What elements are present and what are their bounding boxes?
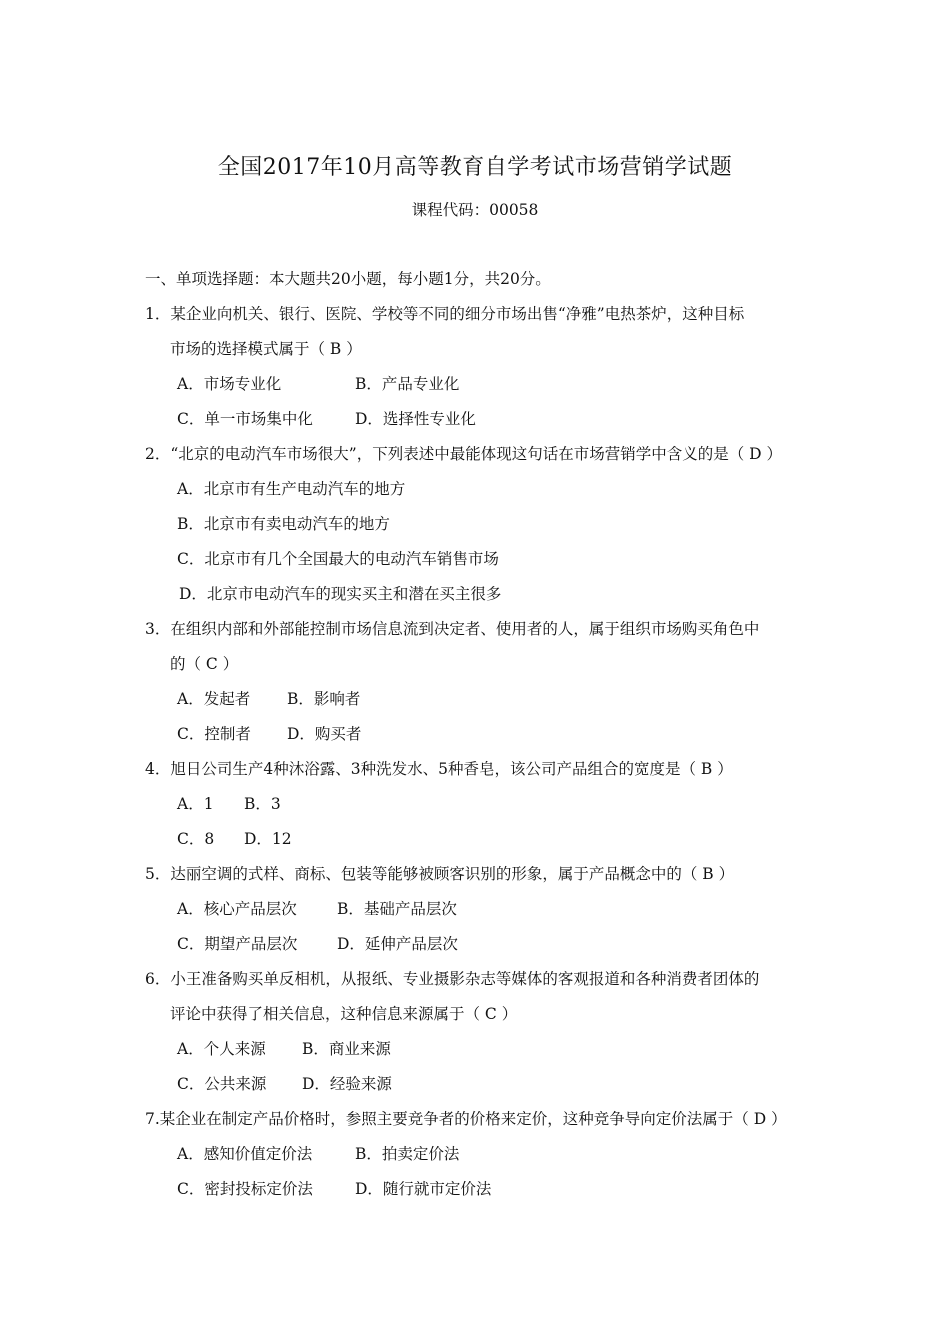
option-a: A．北京市有生产电动汽车的地方	[177, 480, 406, 498]
option-a: A．个人来源	[177, 1040, 266, 1058]
questions-container	[145, 297, 825, 1207]
question-item	[145, 752, 825, 857]
option-row	[145, 787, 825, 822]
option-d: D．随行就市定价法	[355, 1180, 492, 1198]
question-item	[145, 437, 825, 612]
question-stem-continued: 市场的选择模式属于（ B ）	[170, 340, 362, 358]
option-b: B．拍卖定价法	[355, 1145, 460, 1163]
option-row	[145, 542, 825, 577]
course-code: 课程代码：00058	[411, 201, 539, 219]
option-d: D．北京市电动汽车的现实买主和潜在买主很多	[179, 585, 502, 603]
question-stem: 3．在组织内部和外部能控制市场信息流到决定者、使用者的人，属于组织市场购买角色中	[145, 620, 760, 638]
option-a: A．市场专业化	[177, 375, 282, 393]
option-c: C．公共来源	[177, 1075, 267, 1093]
option-c: C．8	[177, 830, 215, 848]
question-stem: 5．达丽空调的式样、商标、包装等能够被顾客识别的形象，属于产品概念中的（ B ）	[145, 865, 735, 883]
option-row	[145, 472, 825, 507]
option-d: D．选择性专业化	[355, 410, 476, 428]
option-row	[145, 717, 825, 752]
option-row	[145, 367, 825, 402]
option-row	[145, 822, 825, 857]
question-stem: 1．某企业向机关、银行、医院、学校等不同的细分市场出售“净雅”电热茶炉，这种目标	[145, 305, 745, 323]
option-a: A．1	[177, 795, 214, 813]
option-row	[145, 682, 825, 717]
option-a: A．发起者	[177, 690, 251, 708]
option-row	[145, 1172, 825, 1207]
option-a: A．感知价值定价法	[177, 1145, 313, 1163]
option-b: B．产品专业化	[355, 375, 460, 393]
page-title: 全国2017年10月高等教育自学考试市场营销学试题	[217, 155, 733, 180]
option-row	[145, 1032, 825, 1067]
option-b: B．3	[244, 795, 281, 813]
question-stem: 6．小王准备购买单反相机，从报纸、专业摄影杂志等媒体的客观报道和各种消费者团体的	[145, 970, 760, 988]
option-row	[145, 927, 825, 962]
option-row	[145, 1137, 825, 1172]
option-d: D．经验来源	[302, 1075, 392, 1093]
question-item	[145, 1102, 825, 1207]
option-d: D．延伸产品层次	[337, 935, 458, 953]
question-list	[145, 262, 825, 1207]
question-item	[145, 297, 825, 437]
option-b: B．基础产品层次	[337, 900, 457, 918]
question-stem-continued: 评论中获得了相关信息，这种信息来源属于（ C ）	[170, 1005, 518, 1023]
option-b: B．影响者	[287, 690, 361, 708]
option-c: C．北京市有几个全国最大的电动汽车销售市场	[177, 550, 499, 568]
option-b: B．商业来源	[302, 1040, 391, 1058]
option-row	[145, 507, 825, 542]
option-d: D．购买者	[287, 725, 362, 743]
question-item	[145, 857, 825, 962]
question-item	[145, 962, 825, 1102]
option-row	[145, 402, 825, 437]
question-item	[145, 612, 825, 752]
option-c: C．期望产品层次	[177, 935, 298, 953]
option-c: C．单一市场集中化	[177, 410, 313, 428]
option-b: B．北京市有卖电动汽车的地方	[177, 515, 390, 533]
question-stem: 2．“北京的电动汽车市场很大”，下列表述中最能体现这句话在市场营销学中含义的是（ D ）	[145, 445, 782, 463]
section-header: 一、单项选择题：本大题共20小题，每小题1分，共20分。	[145, 270, 551, 288]
option-row	[145, 1067, 825, 1102]
option-c: C．密封投标定价法	[177, 1180, 313, 1198]
option-d: D．12	[244, 830, 292, 848]
option-a: A．核心产品层次	[177, 900, 297, 918]
question-stem: 7.某企业在制定产品价格时，参照主要竞争者的价格来定价，这种竞争导向定价法属于（ D ）	[145, 1110, 787, 1128]
question-stem: 4．旭日公司生产4种沐浴露、3种洗发水、5种香皂，该公司产品组合的宽度是（ B ）	[145, 760, 733, 778]
option-row	[145, 892, 825, 927]
option-row	[145, 577, 825, 612]
option-c: C．控制者	[177, 725, 251, 743]
question-stem-continued: 的（ C ）	[170, 655, 239, 673]
